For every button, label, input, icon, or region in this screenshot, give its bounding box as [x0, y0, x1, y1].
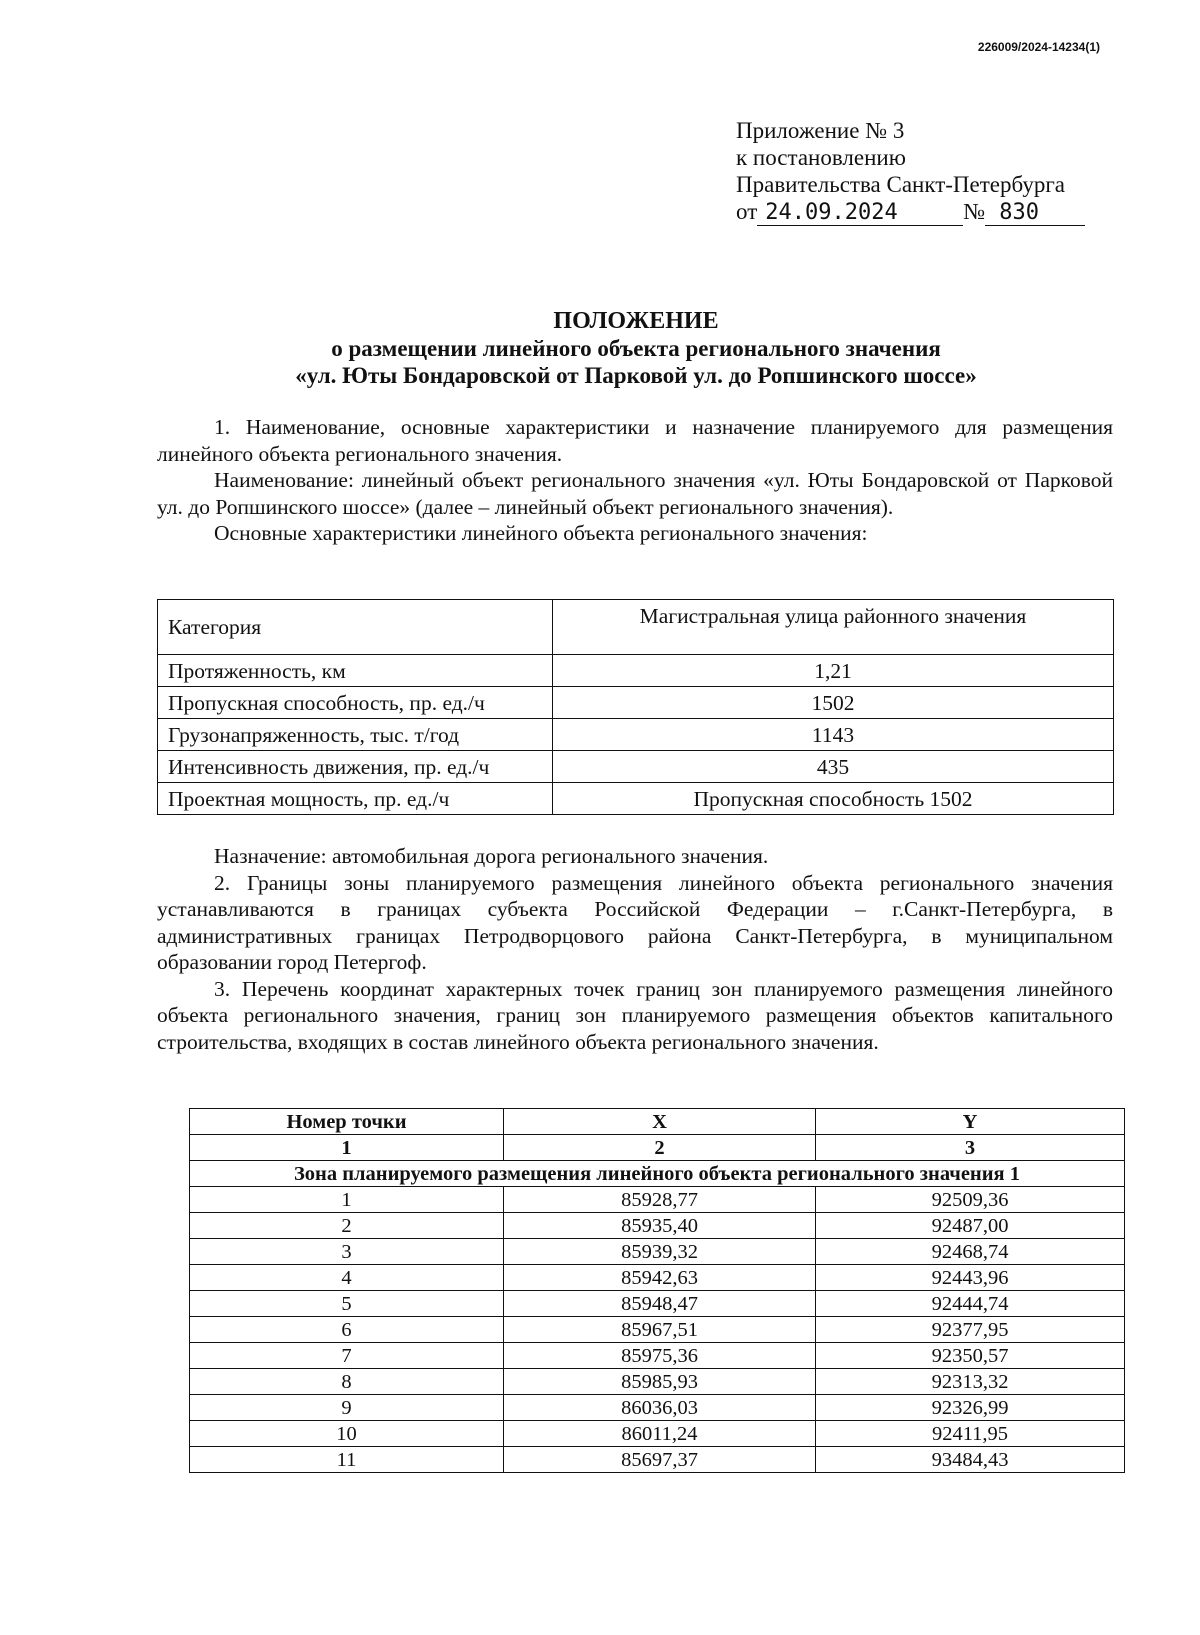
title-line-3: «ул. Юты Бондаровской от Парковой ул. до Ропшинского шоссе»	[295, 363, 977, 388]
section-1-name: Наименование: линейный объект регионального значения «ул. Юты Бондаровской от Парковой ул. до Ропшинского шоссе» (далее – линейный объект регионального значения).	[157, 468, 1113, 519]
column-number-row	[190, 1135, 1125, 1161]
point-number: 2	[190, 1213, 504, 1239]
number-prefix: №	[963, 199, 986, 224]
characteristic-label: Грузонапряженность, тыс. т/год	[158, 719, 553, 751]
coord-x: 85942,63	[504, 1265, 816, 1291]
characteristic-label: Протяженность, км	[158, 655, 553, 687]
zone-title: Зона планируемого размещения линейного объекта регионального значения 1	[190, 1161, 1125, 1187]
coord-y: 92509,36	[816, 1187, 1125, 1213]
characteristic-label: Проектная мощность, пр. ед./ч	[158, 783, 553, 815]
coord-x: 85975,36	[504, 1343, 816, 1369]
appendix-line-1: Приложение № 3	[736, 118, 905, 143]
table-row	[158, 719, 1114, 751]
characteristic-value: 1502	[553, 687, 1114, 719]
header-point-number: Номер точки	[190, 1109, 504, 1135]
title-line-1: ПОЛОЖЕНИЕ	[553, 308, 719, 334]
table-row	[158, 655, 1114, 687]
point-number: 1	[190, 1187, 504, 1213]
column-number: 1	[190, 1135, 504, 1161]
coord-x: 85939,32	[504, 1239, 816, 1265]
characteristic-label: Категория	[158, 600, 553, 655]
point-number: 4	[190, 1265, 504, 1291]
document-id: 226009/2024-14234(1)	[977, 40, 1100, 54]
table-row	[190, 1291, 1125, 1317]
point-number: 6	[190, 1317, 504, 1343]
coordinates-table	[189, 1108, 1125, 1473]
coord-x: 85985,93	[504, 1369, 816, 1395]
characteristic-value: 1143	[553, 719, 1114, 751]
table-row	[190, 1239, 1125, 1265]
table-row	[158, 751, 1114, 783]
appendix-block	[736, 117, 1085, 226]
coordinates-intro-paragraph: 3. Перечень координат характерных точек границ зон планируемого размещения линейного объекта регионального значения, границ зон планируемого размещения объектов капитального строительства, входящих в состав линейного объекта регионального значения.	[157, 976, 1113, 1054]
table-row	[158, 600, 1114, 655]
table-row	[190, 1187, 1125, 1213]
document-title	[0, 308, 1200, 389]
coord-y: 92444,74	[816, 1291, 1125, 1317]
coord-x: 85967,51	[504, 1317, 816, 1343]
coord-x: 85935,40	[504, 1213, 816, 1239]
table-row	[158, 783, 1114, 815]
coord-y: 92313,32	[816, 1369, 1125, 1395]
coord-y: 92443,96	[816, 1265, 1125, 1291]
point-number: 3	[190, 1239, 504, 1265]
table-row	[190, 1317, 1125, 1343]
column-number: 3	[816, 1135, 1125, 1161]
characteristic-value: 1,21	[553, 655, 1114, 687]
point-number: 5	[190, 1291, 504, 1317]
date-prefix: от	[736, 199, 758, 224]
table-row	[190, 1369, 1125, 1395]
section-2	[157, 843, 1113, 1055]
table-row	[190, 1447, 1125, 1473]
characteristic-value: Магистральная улица районного значения	[553, 600, 1114, 655]
characteristic-label: Интенсивность движения, пр. ед./ч	[158, 751, 553, 783]
table-row	[190, 1213, 1125, 1239]
coord-y: 93484,43	[816, 1447, 1125, 1473]
boundaries-paragraph: 2. Границы зоны планируемого размещения линейного объекта регионального значения устанавливаются в границах субъекта Российской Федерации – г.Санкт-Петербурга, в административных границах Петродворцового района Санкт-Петербурга, в муниципальном образовании город Петергоф.	[157, 870, 1113, 974]
point-number: 7	[190, 1343, 504, 1369]
table-row	[190, 1265, 1125, 1291]
title-line-2: о размещении линейного объекта регионального значения	[331, 336, 941, 361]
table-header-row	[190, 1109, 1125, 1135]
coord-y: 92350,57	[816, 1343, 1125, 1369]
characteristics-table	[157, 599, 1114, 815]
section-1	[157, 414, 1113, 547]
appendix-line-2: к постановлению	[736, 145, 906, 170]
header-x: X	[504, 1109, 816, 1135]
table-row	[158, 687, 1114, 719]
coord-y: 92377,95	[816, 1317, 1125, 1343]
coord-y: 92468,74	[816, 1239, 1125, 1265]
section-1-heading: 1. Наименование, основные характеристики и назначение планируемого для размещения линейного объекта регионального значения.	[157, 415, 1113, 466]
coord-y: 92411,95	[816, 1421, 1125, 1447]
table-row	[190, 1421, 1125, 1447]
coord-x: 86011,24	[504, 1421, 816, 1447]
point-number: 8	[190, 1369, 504, 1395]
characteristic-value: Пропускная способность 1502	[553, 783, 1114, 815]
zone-title-row	[190, 1161, 1125, 1187]
resolution-number: 830	[985, 201, 1085, 226]
characteristic-label: Пропускная способность, пр. ед./ч	[158, 687, 553, 719]
coord-x: 85928,77	[504, 1187, 816, 1213]
coord-x: 85948,47	[504, 1291, 816, 1317]
column-number: 2	[504, 1135, 816, 1161]
characteristic-value: 435	[553, 751, 1114, 783]
table-row	[190, 1343, 1125, 1369]
resolution-date: 24.09.2024	[757, 201, 963, 226]
point-number: 9	[190, 1395, 504, 1421]
coord-y: 92487,00	[816, 1213, 1125, 1239]
header-y: Y	[816, 1109, 1125, 1135]
table-row	[190, 1395, 1125, 1421]
coord-y: 92326,99	[816, 1395, 1125, 1421]
purpose-paragraph: Назначение: автомобильная дорога регионального значения.	[214, 844, 769, 868]
section-1-characteristics-intro: Основные характеристики линейного объекта регионального значения:	[214, 521, 868, 545]
coord-x: 85697,37	[504, 1447, 816, 1473]
point-number: 11	[190, 1447, 504, 1473]
appendix-line-3: Правительства Санкт-Петербурга	[736, 172, 1065, 197]
appendix-date-line	[736, 198, 1085, 226]
coord-x: 86036,03	[504, 1395, 816, 1421]
point-number: 10	[190, 1421, 504, 1447]
